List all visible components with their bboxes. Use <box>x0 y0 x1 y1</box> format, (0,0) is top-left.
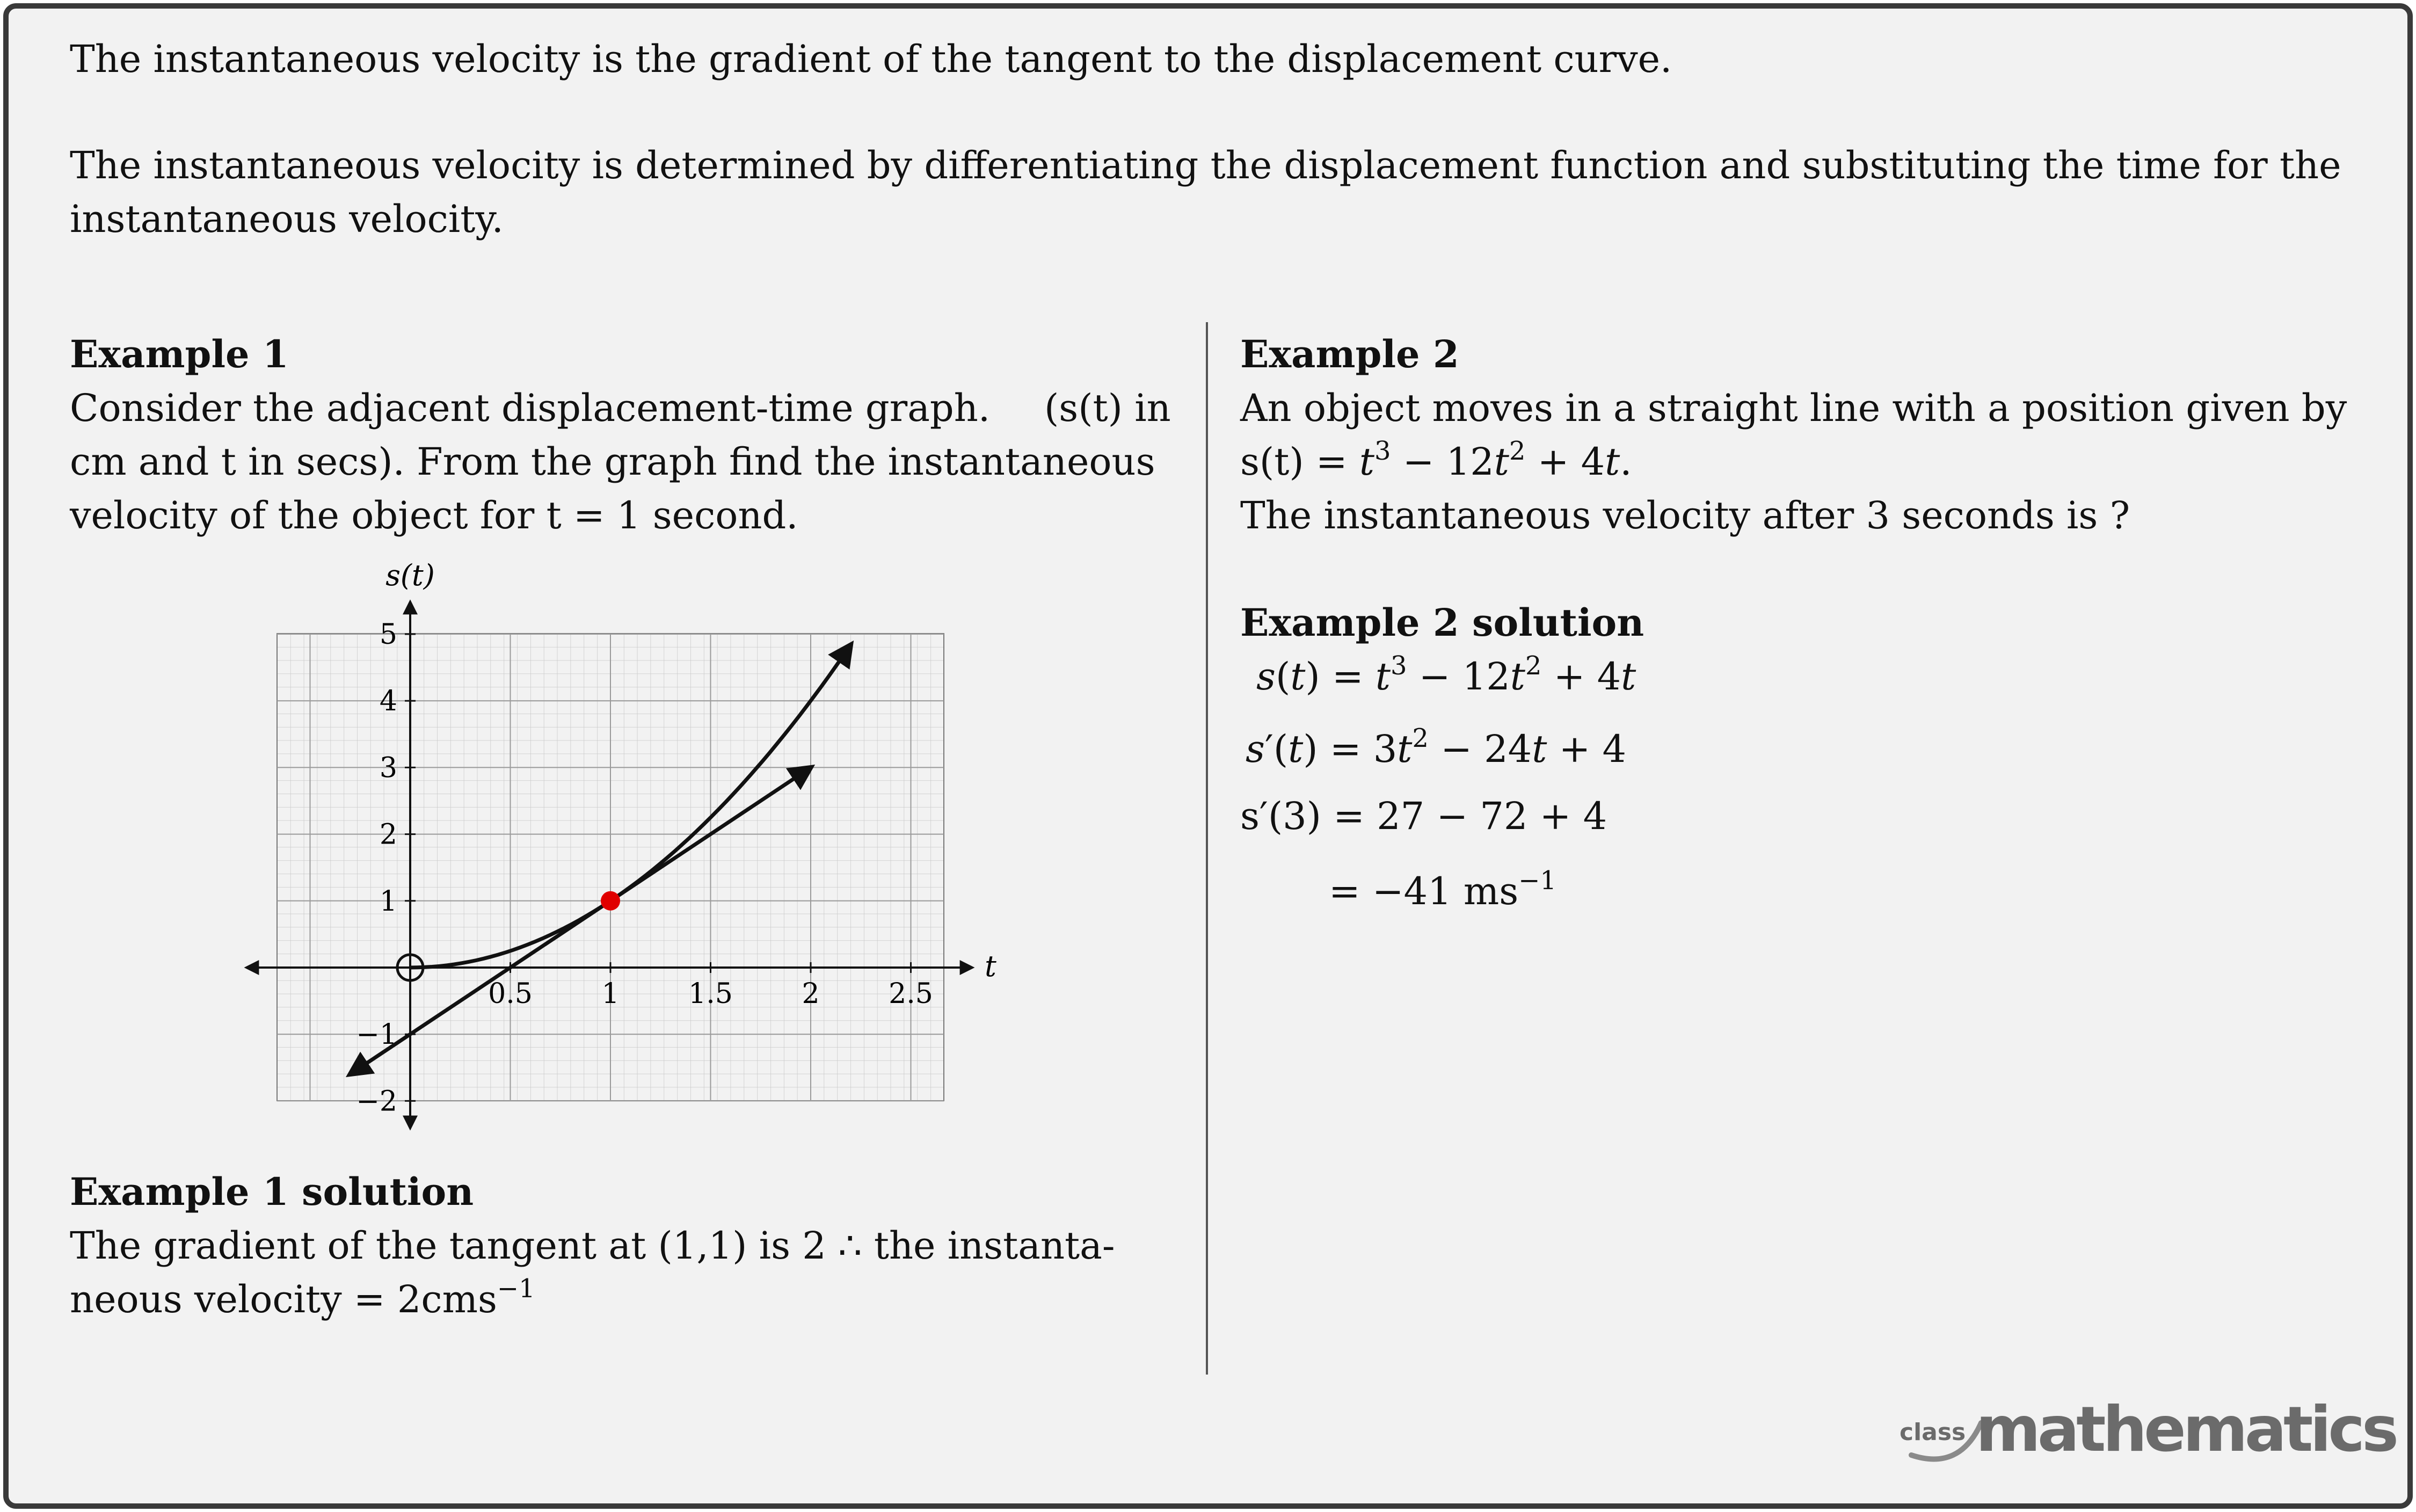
s-tick-label: 4 <box>379 685 397 718</box>
t-tick-label: 1 <box>601 978 620 1010</box>
logo-big-text: mathematics <box>1976 1393 2396 1466</box>
t-tick-label: 2 <box>802 978 820 1010</box>
example-2-step-3: s′(3) = 27 − 72 + 4 <box>1240 794 1607 838</box>
s-tick-label: −1 <box>356 1019 397 1051</box>
example-2-line-1: An object moves in a straight line with a position given by <box>1240 386 2347 430</box>
example-1-solution-heading: Example 1 solution <box>70 1169 474 1214</box>
example-2-solution-heading: Example 2 solution <box>1240 600 1644 645</box>
intro-line-1: The instantaneous velocity is the gradient of the tangent to the displacement curve. <box>70 37 1672 81</box>
s-tick-label: −2 <box>356 1085 397 1118</box>
example-2-step-1: $s(t) = t^3 - 12t^2 + 4t$ <box>1256 651 1636 699</box>
example-1-text-a: Consider the adjacent displacement-time graph. <box>70 386 991 430</box>
example-1-text-d: velocity of the object for t = 1 second. <box>70 493 798 537</box>
example-2-step-4: = −41 $ms^{-1}$ <box>1329 866 1556 913</box>
example-1-solution-line-1: The gradient of the tangent at (1,1) is 2 ∴ the instanta- <box>70 1224 1115 1268</box>
intro-line-2: The instantaneous velocity is determined by differentiating the displacement function and substituting the time for the <box>70 143 2341 187</box>
tangent-point <box>601 891 620 911</box>
displacement-time-graph <box>215 558 1031 1138</box>
example-1-solution-line-2: neous velocity = 2cms$^{-1}$ <box>70 1274 535 1321</box>
intro-line-3: instantaneous velocity. <box>70 197 504 241</box>
example-2-step-2: $s'(t) = 3t^2 - 24t + 4$ <box>1246 723 1627 771</box>
s-tick-label: 1 <box>379 885 397 918</box>
t-axis-label: t <box>985 949 996 983</box>
t-tick-label: 1.5 <box>688 978 733 1010</box>
column-divider <box>1206 322 1208 1375</box>
t-tick-label: 0.5 <box>488 978 533 1010</box>
example-2-line-3: The instantaneous velocity after 3 seconds is ? <box>1240 493 2130 537</box>
example-1-text-c: cm and t in secs). From the graph find the instantaneous <box>70 440 1155 484</box>
example-1-heading: Example 1 <box>70 332 289 376</box>
s-axis-label: s(t) <box>385 558 435 592</box>
s-tick-label: 5 <box>379 619 397 651</box>
s-tick-label: 3 <box>379 752 397 784</box>
example-1-text-b: (s(t) in <box>1044 386 1171 430</box>
example-2-heading: Example 2 <box>1240 332 1459 376</box>
s-tick-label: 2 <box>379 818 397 851</box>
example-2-line-2: $s(t) = t^3 - 12t^2 + 4t$. <box>1240 436 1632 484</box>
t-tick-label: 2.5 <box>889 978 933 1010</box>
class-mathematics-logo <box>1895 1391 2396 1471</box>
logo-small-text: class <box>1900 1419 1966 1446</box>
